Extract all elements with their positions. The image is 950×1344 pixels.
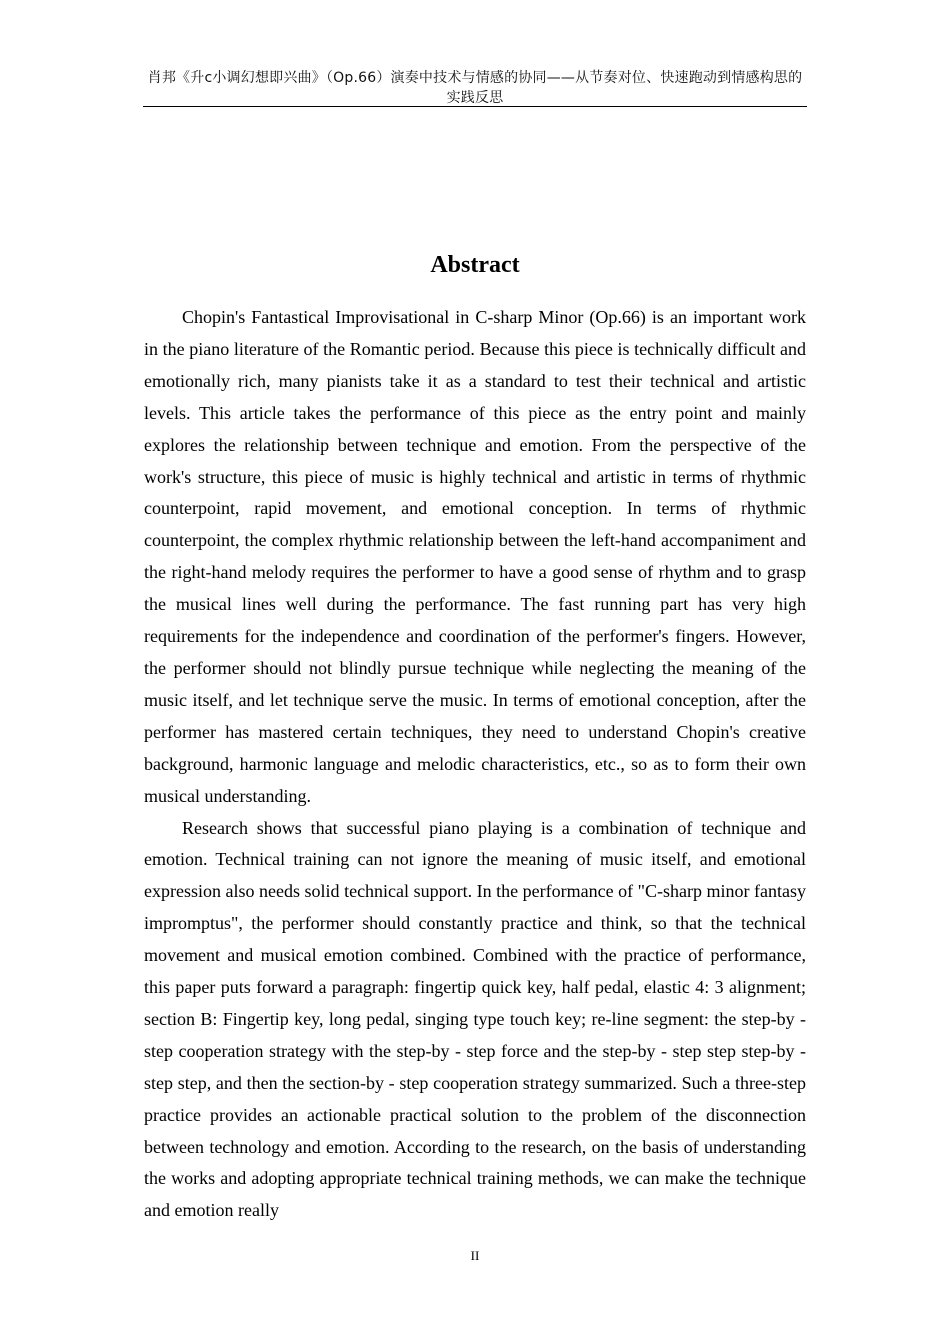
abstract-body (144, 302, 806, 1227)
running-header: 肖邦《升c小调幻想即兴曲》（Op.66）演奏中技术与情感的协同——从节奏对位、快速跑动到情感构思的实践反思 (143, 68, 807, 107)
abstract-paragraph-1: Chopin's Fantastical Improvisational in C-sharp Minor (Op.66) is an important work in the piano literature of the Romantic period. Because this piece is technically difficult and emotionally rich, many pianists take it as a standard to test their technical and artistic levels. This article takes the performance of this piece as the entry point and mainly explores the relationship between technique and emotion. From the perspective of the work's structure, this piece of music is highly technical and artistic in terms of rhythmic counterpoint, rapid movement, and emotional conception. In terms of rhythmic counterpoint, the complex rhythmic relationship between the left-hand accompaniment and the right-hand melody requires the performer to have a good sense of rhythm and to grasp the musical lines well during the performance. The fast running part has very high requirements for the independence and coordination of the performer's fingers. However, the performer should not blindly pursue technique while neglecting the meaning of the music itself, and let technique serve the music. In terms of emotional conception, after the performer has mastered certain techniques, they need to understand Chopin's creative background, harmonic language and melodic characteristics, etc., so as to form their own musical understanding. (144, 307, 806, 806)
abstract-paragraph-2: Research shows that successful piano playing is a combination of technique and emotion. Technical training can not ignore the meaning of music itself, and emotional expression also needs solid technical support. In the performance of "C-sharp minor fantasy impromptus", the performer should constantly practice and think, so that the technical movement and musical emotion combined. Combined with the practice of performance, this paper puts forward a paragraph: fingertip quick key, half pedal, elastic 4: 3 alignment; section B: Fingertip key, long pedal, singing type touch key; re-line segment: the step-by - step cooperation strategy with the step-by - step force and the step-by - step step step-by - step step, and then the section-by - step cooperation strategy summarized. Such a three-step practice provides an actionable practical solution to the problem of the disconnection between technology and emotion. According to the research, on the basis of understanding the works and adopting appropriate technical training methods, we can make the technique and emotion really (144, 817, 806, 1221)
page-title: Abstract (430, 252, 520, 278)
page-number: II (470, 1248, 480, 1263)
